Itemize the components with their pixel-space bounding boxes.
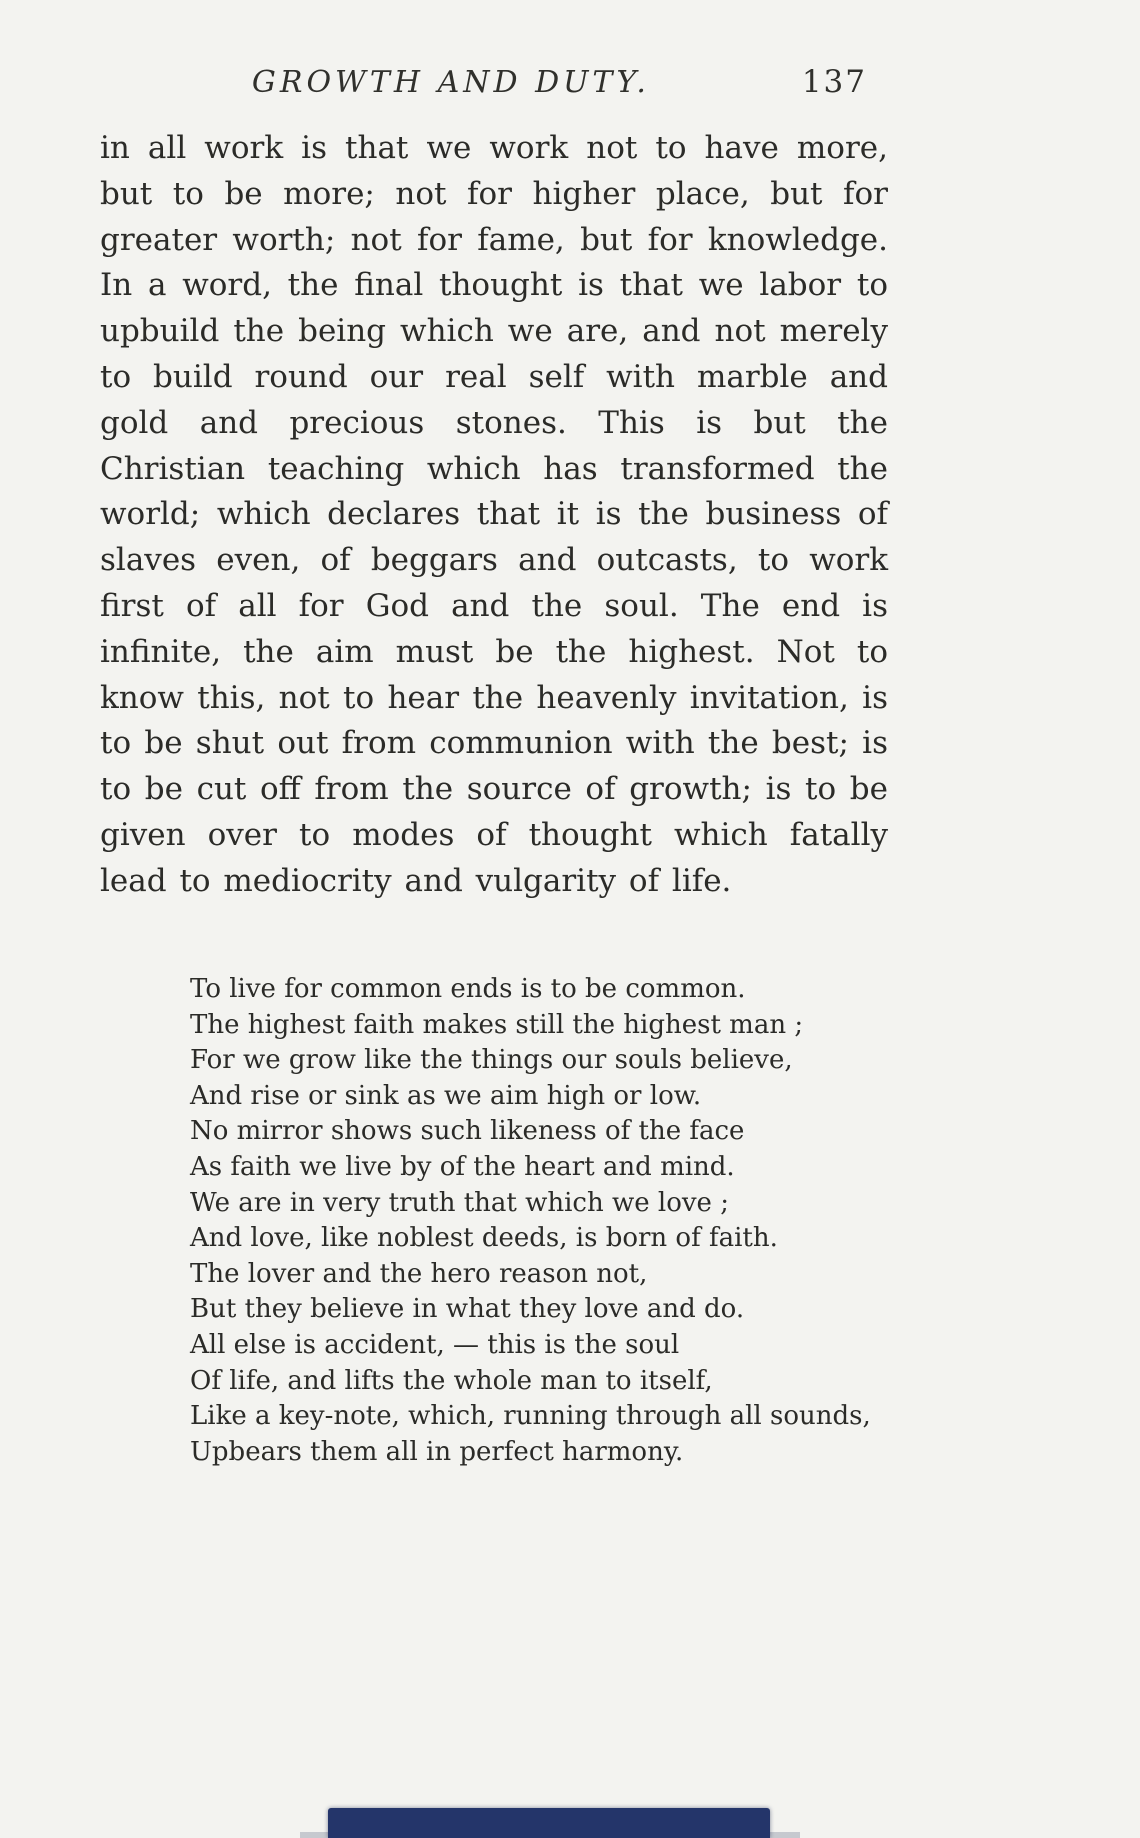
poem-line: Like a key-note, which, running through all sounds, [190,1401,871,1432]
poem-line: For we grow like the things our souls believe, [190,1045,793,1076]
poem-line: Upbears them all in perfect harmony. [190,1436,684,1467]
poem-line: The highest faith makes still the highest man ; [190,1009,804,1040]
page-number: 137 [801,64,867,100]
poem-line: No mirror shows such likeness of the face [190,1116,745,1147]
poem-line: And rise or sink as we aim high or low. [190,1080,702,1111]
poem-line: But they believe in what they love and do. [190,1294,745,1325]
body-paragraph: in all work is that we work not to have more, but to be more; not for higher place, but for greater worth; not for fame, but for knowledge. In a word, the final thought is that we labor to upbuild the being which we are, and not merely to build round our real self with marble and gold and precious stones. This is but the Christian teaching which has transformed the world; which declares that it is the business of slaves even, of beggars and outcasts, to work first of all for God and the soul. The end is infinite, the aim must be the highest. Not to know this, not to hear the heavenly invitation, is to be shut out from communion with the best; is to be cut off from the source of growth; is to be given over to modes of thought which fatally lead to mediocrity and vulgarity of life. [100,130,888,899]
poem-line: Of life, and lifts the whole man to itself, [190,1365,713,1396]
poem-block [190,972,870,1470]
running-head [100,64,885,100]
poem-line: We are in very truth that which we love ; [190,1187,729,1218]
scan-artifact-bar [328,1808,770,1838]
poem-line: And love, like noblest deeds, is born of faith. [190,1223,778,1254]
poem-line: As faith we live by of the heart and mind. [190,1151,735,1182]
poem-line: The lover and the hero reason not, [190,1258,648,1289]
page-title: GROWTH AND DUTY. [251,65,650,100]
poem-line: All else is accident, — this is the soul [190,1329,680,1360]
poem-line: To live for common ends is to be common. [190,974,746,1004]
